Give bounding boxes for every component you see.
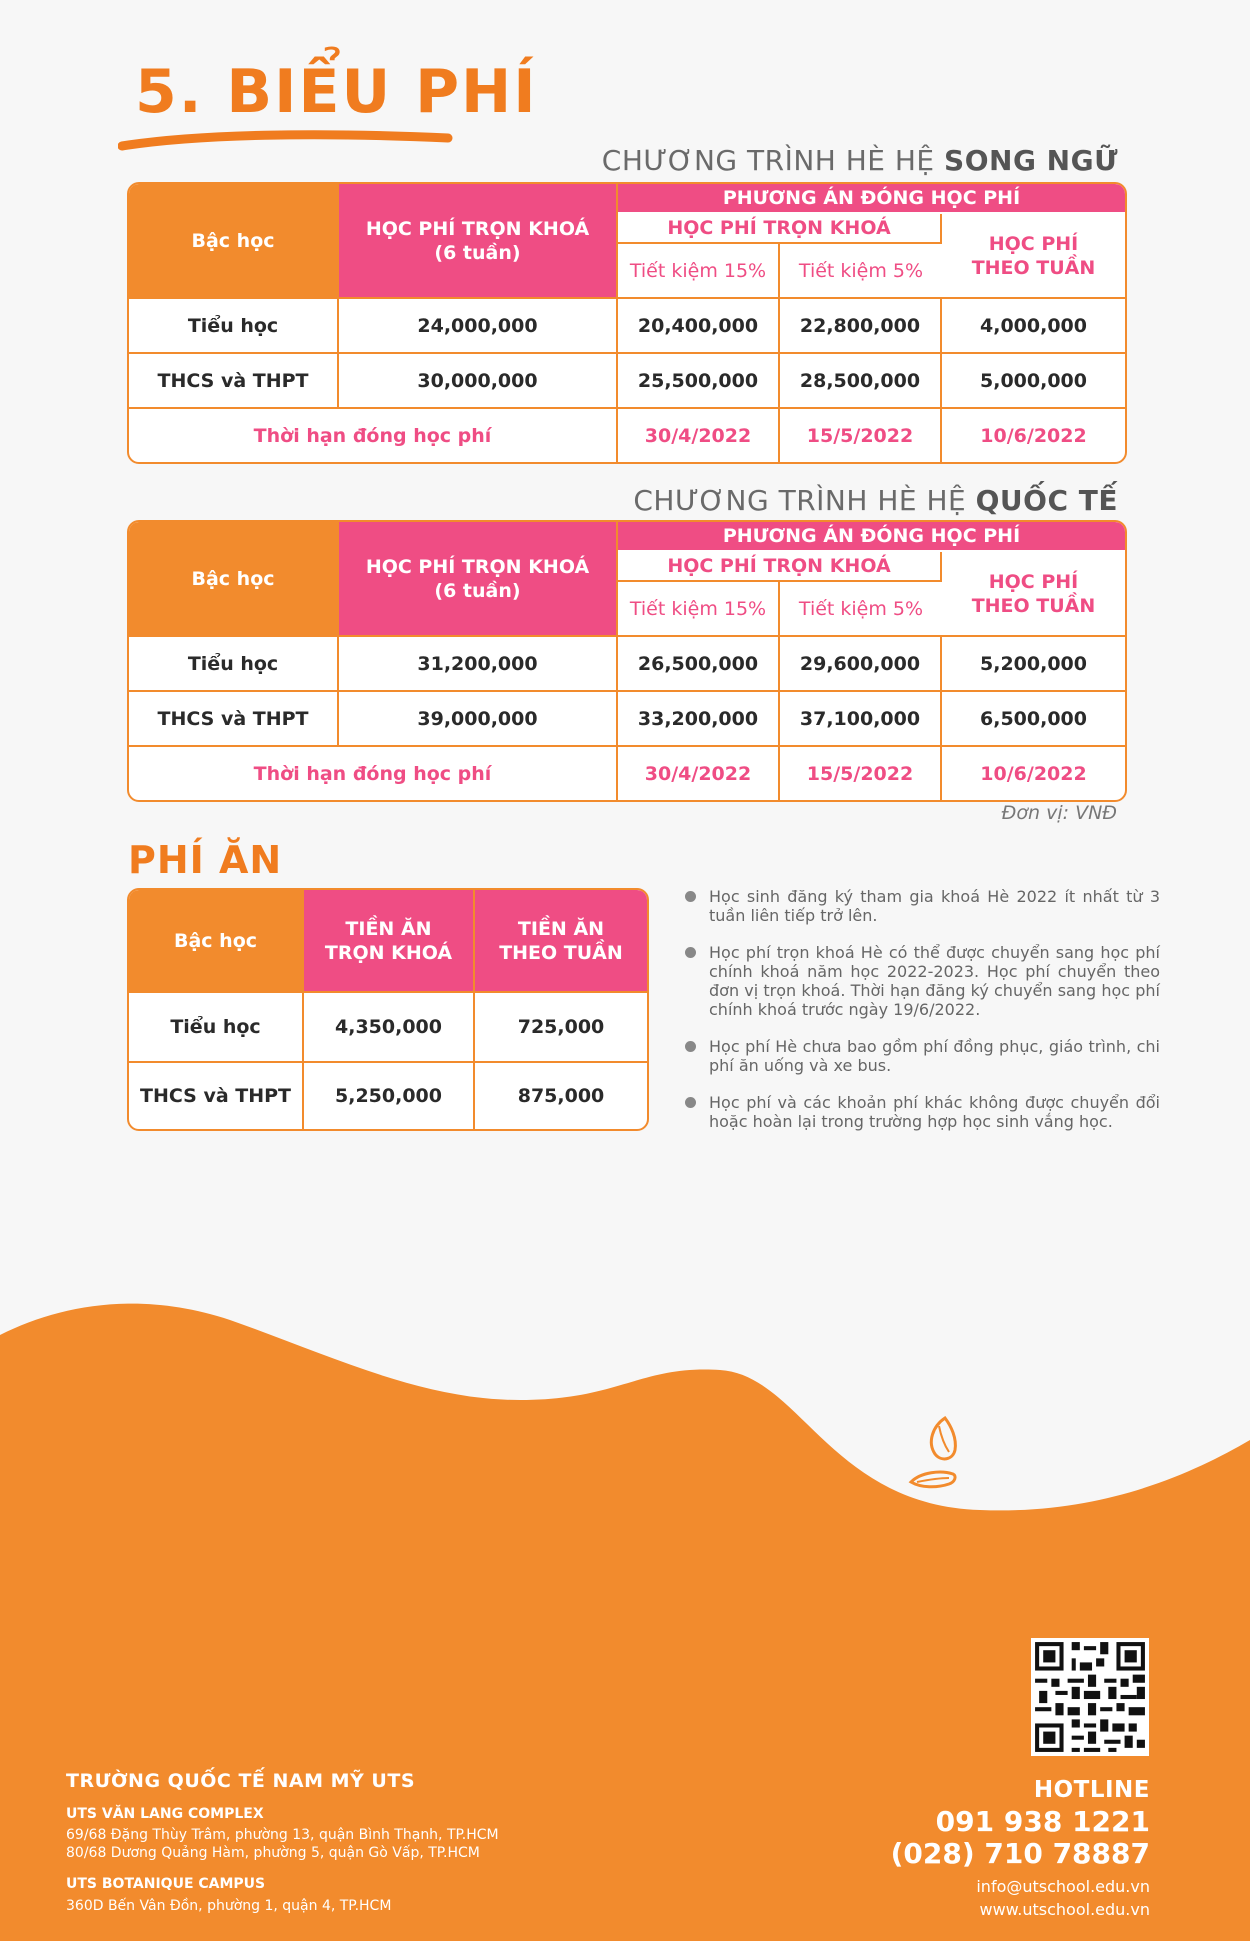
cell-level: Tiểu học [129,299,339,354]
campus1-address2: 80/68 Dương Quảng Hàm, phường 5, quận Gò Vấp, TP.HCM [66,1845,480,1861]
campus2-address: 360D Bến Vân Đồn, phường 1, quận 4, TP.HCM [66,1898,392,1914]
deadline-label: Thời hạn đóng học phí [129,409,618,462]
header-save5: Tiết kiệm 5% [780,244,942,299]
header-full-course-line1: HỌC PHÍ TRỌN KHOÁ [365,555,590,578]
header-level: Bậc học [129,184,339,299]
bilingual-fee-table [127,182,1127,464]
bullet-icon [685,1041,696,1052]
hotline-label: HOTLINE [1033,1777,1150,1803]
cell-full: 30,000,000 [339,354,618,409]
header-weekly-line1: HỌC PHÍ [988,232,1079,255]
deadline-save15: 30/4/2022 [618,747,780,800]
deadline-save15: 30/4/2022 [618,409,780,462]
cell-food-weekly: 725,000 [475,993,647,1063]
header-full-course-line1: HỌC PHÍ TRỌN KHOÁ [365,217,590,240]
deadline-row [129,747,1125,800]
header-full-course-pay: HỌC PHÍ TRỌN KHOÁ [618,214,942,244]
hotline-phone-1[interactable]: 091 938 1221 [935,1805,1150,1838]
cell-save15: 33,200,000 [618,692,780,747]
page-title: 5. BIỂU PHÍ [135,57,538,127]
note-text: Học sinh đăng ký tham gia khoá Hè 2022 ít nhất từ 3 tuần liên tiếp trở lên. [709,887,1160,925]
header-payment-options: PHƯƠNG ÁN ĐÓNG HỌC PHÍ [618,184,1125,214]
food-fee-table [127,888,649,1131]
unit-note: Đơn vị: VNĐ [1001,802,1117,824]
school-name: TRƯỜNG QUỐC TẾ NAM MỸ UTS [66,1770,415,1792]
campus2-name: UTS BOTANIQUE CAMPUS [66,1876,266,1892]
cell-level: Tiểu học [129,637,339,692]
food-fee-title: PHÍ ĂN [128,838,283,882]
bilingual-heading-prefix: CHƯƠNG TRÌNH HÈ HỆ [601,144,935,177]
cell-save5: 29,600,000 [780,637,942,692]
list-item [685,943,1160,1019]
website-link[interactable]: www.utschool.edu.vn [979,1900,1150,1919]
header-full-course-line2: (6 tuần) [434,579,521,602]
cell-level: THCS và THPT [129,1063,304,1129]
header-weekly-line2: THEO TUẦN [971,256,1096,279]
table-row [129,354,1125,409]
header-level: Bậc học [129,522,339,637]
hotline-phone-2[interactable]: (028) 710 78887 [890,1837,1150,1870]
cell-weekly: 6,500,000 [942,692,1125,747]
deadline-save5: 15/5/2022 [780,409,942,462]
cell-level: THCS và THPT [129,354,339,409]
bullet-icon [685,947,696,958]
title-underline-decoration [118,128,453,154]
email-link[interactable]: info@utschool.edu.vn [976,1877,1150,1896]
header-full-course-pay: HỌC PHÍ TRỌN KHOÁ [618,552,942,582]
table-row [129,692,1125,747]
campus1-name: UTS VĂN LANG COMPLEX [66,1806,264,1822]
header-weekly-line1: HỌC PHÍ [988,570,1079,593]
note-text: Học phí Hè chưa bao gồm phí đồng phục, giáo trình, chi phí ăn uống và xe bus. [709,1037,1160,1075]
header-full-course-line2: (6 tuần) [434,241,521,264]
deadline-label: Thời hạn đóng học phí [129,747,618,800]
table-row [129,299,1125,354]
international-heading [633,483,1118,519]
header-save15: Tiết kiệm 15% [618,244,780,299]
header-save15: Tiết kiệm 15% [618,582,780,637]
note-text: Học phí trọn khoá Hè có thể được chuyển sang học phí chính khoá năm học 2022-2023. Học phí chuyển theo đơn vị trọn khoá. Thời hạn đăng ký chuyển sang học phí chính khoá trước ngày 19/6/2022. [709,943,1160,1019]
cell-weekly: 5,000,000 [942,354,1125,409]
cell-full: 39,000,000 [339,692,618,747]
list-item [685,1037,1160,1075]
table-row [129,637,1125,692]
header-food-full [304,890,475,993]
cell-save5: 37,100,000 [780,692,942,747]
header-payment-options: PHƯƠNG ÁN ĐÓNG HỌC PHÍ [618,522,1125,552]
bilingual-heading-emphasis: SONG NGỮ [944,144,1118,177]
cell-save15: 25,500,000 [618,354,780,409]
international-heading-emphasis: QUỐC TẾ [975,484,1118,517]
list-item [685,1093,1160,1131]
header-save5: Tiết kiệm 5% [780,582,942,637]
cell-save15: 26,500,000 [618,637,780,692]
header-weekly [942,214,1125,299]
header-full-course [339,184,618,299]
table-row [129,1063,647,1129]
header-weekly [942,552,1125,637]
header-food-weekly-line2: THEO TUẦN [499,941,623,964]
cell-save5: 22,800,000 [780,299,942,354]
header-level: Bậc học [129,890,304,993]
cell-food-full: 5,250,000 [304,1063,475,1129]
cell-food-full: 4,350,000 [304,993,475,1063]
international-fee-table [127,520,1127,802]
cell-full: 24,000,000 [339,299,618,354]
cell-food-weekly: 875,000 [517,1085,605,1107]
header-food-full-line2: TRỌN KHOÁ [324,941,453,964]
notes-list [685,887,1160,1149]
cell-save5: 28,500,000 [780,354,942,409]
header-full-course [339,522,618,637]
qr-code-icon[interactable] [1031,1638,1149,1756]
header-food-weekly [475,890,647,993]
bilingual-heading [602,143,1118,179]
cell-save15: 20,400,000 [618,299,780,354]
table-row [129,993,647,1063]
header-food-weekly-line1: TIỀN ĂN [517,917,605,940]
deadline-save5: 15/5/2022 [780,747,942,800]
bullet-icon [685,891,696,902]
cell-weekly: 5,200,000 [942,637,1125,692]
campus1-address1: 69/68 Đặng Thùy Trâm, phường 13, quận Bình Thạnh, TP.HCM [66,1827,499,1843]
deadline-row [129,409,1125,462]
deadline-weekly: 10/6/2022 [980,762,1087,785]
cell-full: 31,200,000 [339,637,618,692]
note-text: Học phí và các khoản phí khác không được chuyển đổi hoặc hoàn lại trong trường hợp học sinh vắng học. [709,1093,1160,1131]
cell-level: THCS và THPT [129,692,339,747]
header-food-full-line1: TIỀN ĂN [345,917,432,940]
bullet-icon [685,1097,696,1108]
cell-level: Tiểu học [129,993,304,1063]
cell-weekly: 4,000,000 [942,299,1125,354]
list-item [685,887,1160,925]
international-heading-prefix: CHƯƠNG TRÌNH HÈ HỆ [633,484,967,517]
deadline-weekly: 10/6/2022 [980,424,1087,447]
header-weekly-line2: THEO TUẦN [971,594,1096,617]
leaf-decoration-icon [905,1412,965,1502]
